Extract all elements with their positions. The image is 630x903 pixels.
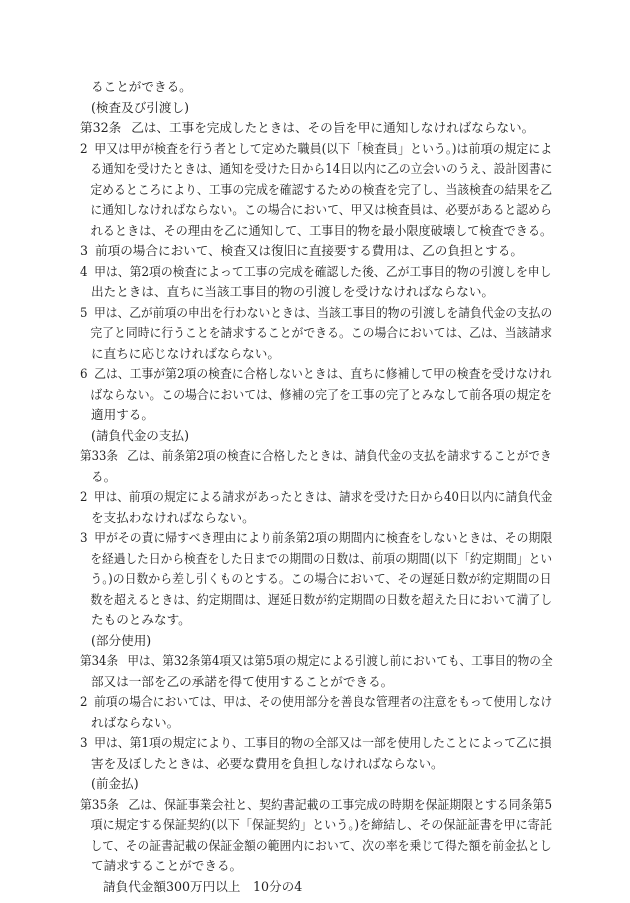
paragraph-text: 甲又は甲が検査を行う者として定めた職員(以下「検査員」という。)は前項の規定によ bbox=[94, 140, 553, 156]
paragraph-number: 2 bbox=[80, 140, 88, 156]
paragraph-text: 甲がその責に帰すべき理由により前条第2項の期間内に検査をしないときは、その期限 bbox=[94, 530, 553, 545]
paragraph-number: 4 bbox=[80, 263, 88, 279]
paragraph-text: 甲は、第1項の規定により、工事目的物の全部又は一部を使用したことによって乙に損 bbox=[94, 735, 552, 750]
paragraph-text: 甲は、第2項の検査によって工事の完成を確認した後、乙が工事目的物の引渡しを申し bbox=[94, 263, 552, 279]
paragraph-line bbox=[80, 528, 553, 549]
continuation-line: 項に規定する保証契約(以下「保証契約」という。)を締結し、その保証証書を甲に寄託 bbox=[90, 817, 552, 832]
paragraph-line bbox=[80, 487, 553, 508]
paragraph-number: 3 bbox=[80, 530, 88, 545]
paragraph-line bbox=[80, 364, 552, 385]
article-number: 第35条 bbox=[80, 796, 119, 812]
article-text: 乙は、前条第2項の検査に合格したときは、請負代金の支払を請求することができ bbox=[127, 448, 552, 463]
paragraph-line bbox=[80, 262, 552, 283]
continuation-line: 害を及ぼしたときは、必要な費用を負担しなければならない。 bbox=[91, 755, 444, 771]
continuation-line: を支払わなければならない。 bbox=[91, 509, 255, 525]
continuation-line: ればならない。 bbox=[91, 714, 180, 730]
continuation-line: ばならない。この場合においては、修補の完了を工事の完了とみなして前各項の規定を bbox=[90, 386, 553, 402]
article-line bbox=[80, 651, 553, 672]
continuation-line: に直ちに応じなければならない。 bbox=[91, 345, 280, 361]
article-line bbox=[80, 446, 552, 467]
article-number: 第32条 bbox=[80, 120, 122, 135]
continuation-line: 完了と同時に行うことを請求することができる。この場合においては、乙は、当該請求 bbox=[90, 325, 553, 340]
continuation-line: る通知を受けたときは、通知を受けた日から14日以内に乙の立会いのうえ、設計図書に bbox=[90, 161, 553, 176]
paragraph-line bbox=[80, 733, 552, 754]
paragraph-number: 3 bbox=[80, 243, 89, 258]
continuation-line: て請求することができる。 bbox=[91, 858, 243, 873]
continuation-line: 数を超えるときは、約定期間は、遅延日数が約定期間の日数を超えた日において満了し bbox=[90, 591, 553, 607]
paragraph-number: 2 bbox=[80, 489, 88, 504]
continuation-line: 定めるところにより、工事の完成を確認するための検査を完了し、当該検査の結果を乙 bbox=[90, 181, 553, 197]
continuation-line: に通知しなければならない。この場合において、甲又は検査員は、必要があると認めら bbox=[90, 202, 552, 217]
continuation-line: 出たときは、直ちに当該工事目的物の引渡しを受けなければならない。 bbox=[91, 284, 494, 299]
continuation-line: 部又は一部を乙の承諾を得て使用することができる。 bbox=[91, 673, 394, 689]
paragraph-number: 5 bbox=[80, 304, 88, 320]
paragraph-text: 甲は、乙が前項の申出を行わないときは、当該工事目的物の引渡しを請負代金の支払の bbox=[93, 304, 553, 320]
section-heading: (部分使用) bbox=[91, 632, 152, 648]
article-text: 乙は、工事を完成したときは、その旨を甲に通知しなければならない。 bbox=[131, 120, 535, 135]
paragraph-number: 6 bbox=[80, 366, 88, 381]
section-heading: (前金払) bbox=[91, 776, 139, 791]
section-heading: (検査及び引渡し) bbox=[91, 99, 189, 115]
section-heading: (請負代金の支払) bbox=[91, 427, 189, 443]
paragraph-line bbox=[80, 139, 553, 160]
paragraph-line bbox=[80, 303, 553, 324]
continuation-line: して、その証書記載の保証金額の範囲内において、次の率を乗じて得た額を前金払とし bbox=[90, 837, 552, 853]
paragraph-text: 甲は、前項の規定による請求があったときは、請求を受けた日から40日以内に請負代金 bbox=[93, 489, 553, 504]
continuation-line: う。)の日数から差し引くものとする。この場合において、その遅延日数が約定期間の日 bbox=[90, 571, 552, 586]
article-line bbox=[80, 795, 552, 816]
article-number: 第33条 bbox=[80, 448, 118, 463]
paragraph-text: 乙は、工事が第2項の検査に合格しないときは、直ちに修補して甲の検査を受けなけれ bbox=[94, 366, 552, 381]
paragraph-number: 2 bbox=[80, 694, 88, 709]
document-body bbox=[80, 77, 553, 897]
article-text: 乙は、保証事業会社と、契約書記載の工事完成の時期を保証期限とする同条第5 bbox=[128, 796, 553, 812]
article-line bbox=[80, 118, 534, 139]
article-text: 甲は、第32条第4項又は第5項の規定による引渡し前においても、工事目的物の全 bbox=[127, 653, 553, 668]
paragraph-text: 前項の場合において、検査又は復旧に直接要する費用は、乙の負担とする。 bbox=[95, 243, 523, 258]
continuation-line: ることができる。 bbox=[91, 79, 192, 94]
continuation-line: を経過した日から検査をした日までの期間の日数は、前項の期間(以下「約定期間」とい bbox=[90, 550, 553, 566]
paragraph-line bbox=[80, 692, 553, 713]
continuation-line: たものとみなす。 bbox=[91, 612, 191, 627]
continuation-line: れるときは、その理由を乙に通知して、工事目的物を最小限度破壊して検査できる。 bbox=[90, 222, 553, 238]
article-number: 第34条 bbox=[80, 653, 119, 668]
paragraph-line bbox=[80, 241, 550, 262]
continuation-line: る。 bbox=[91, 468, 117, 484]
continuation-line: 適用する。 bbox=[91, 407, 154, 422]
paragraph-text: 前項の場合においては、甲は、その使用部分を善良な管理者の注意をもって使用しなけ bbox=[93, 694, 553, 709]
paragraph-number: 3 bbox=[80, 735, 88, 750]
rate-line: 請負代金額300万円以上 10分の4 bbox=[103, 878, 303, 894]
